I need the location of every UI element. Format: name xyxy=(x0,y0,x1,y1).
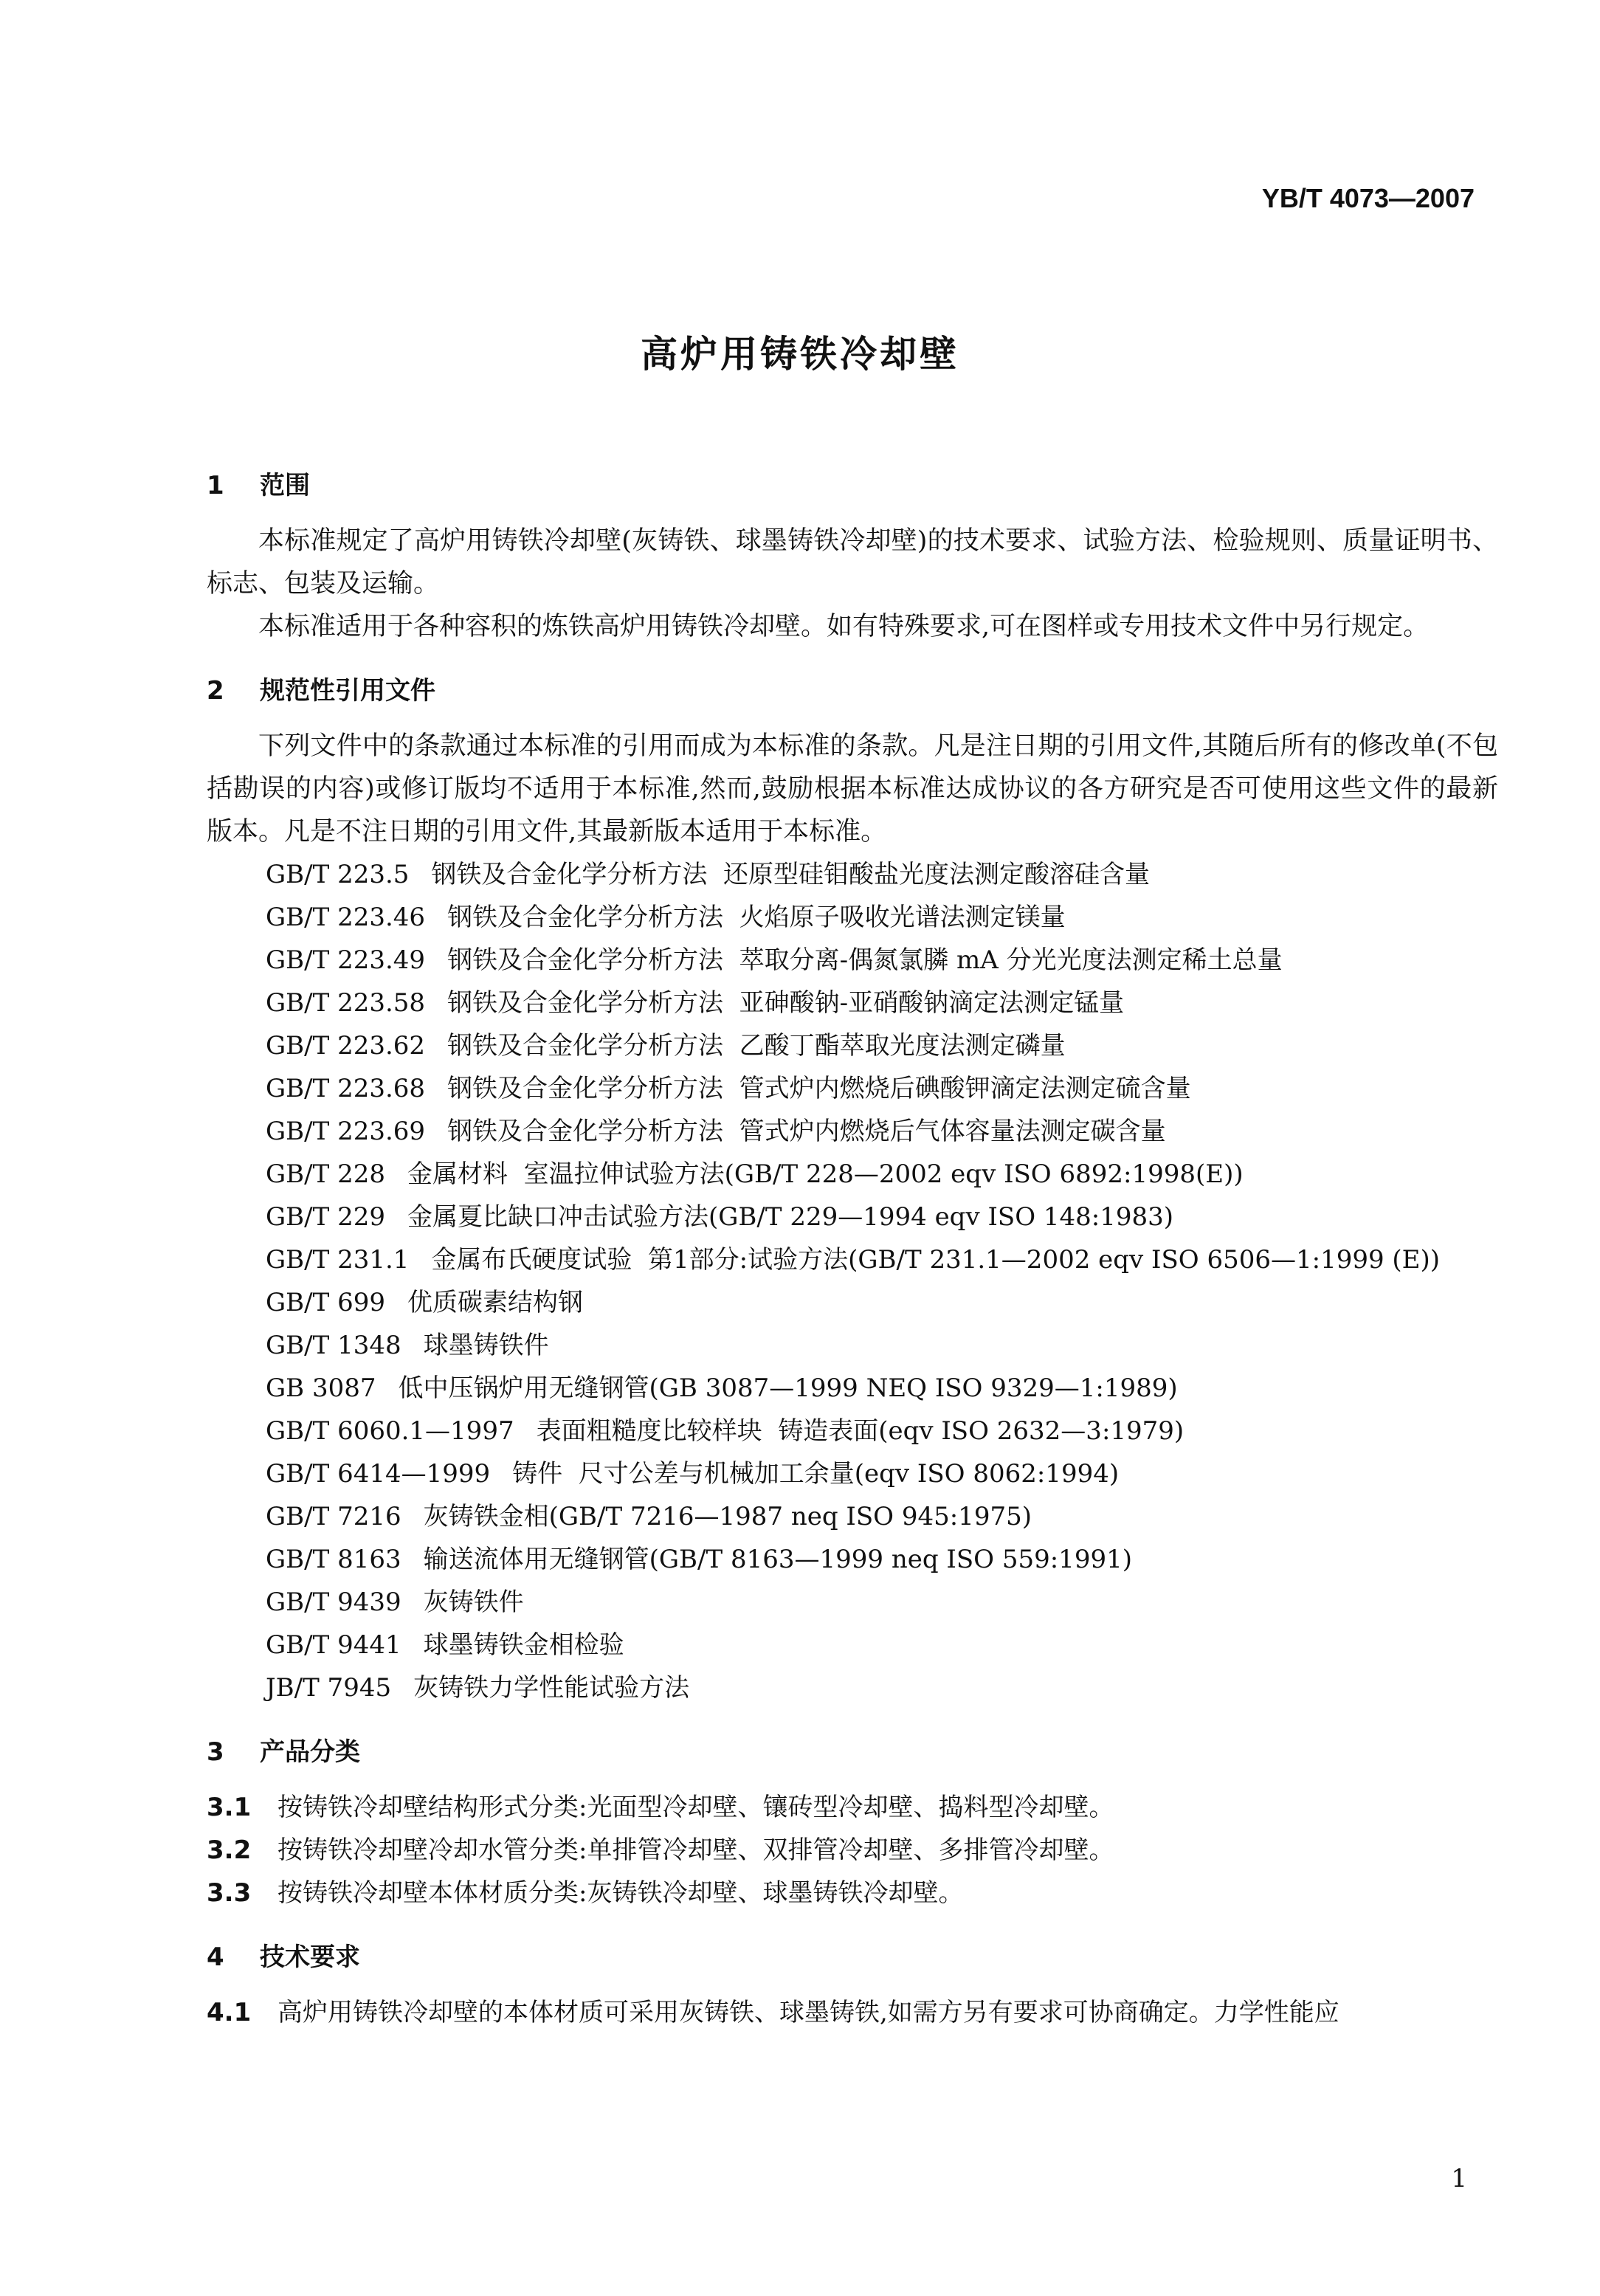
reference-title: 金属材料 室温拉伸试验方法(GB/T 228—2002 eqv ISO 6892:1998(E)) xyxy=(407,1159,1244,1189)
reference-item xyxy=(266,1324,1498,1367)
reference-item xyxy=(266,1452,1498,1495)
reference-code: GB/T 223.69 xyxy=(266,1117,426,1146)
reference-item xyxy=(266,1110,1498,1153)
reference-item xyxy=(266,896,1498,939)
reference-title: 灰铸铁件 xyxy=(423,1587,524,1617)
reference-item xyxy=(266,1153,1498,1196)
reference-title: 钢铁及合金化学分析方法 管式炉内燃烧后气体容量法测定碳含量 xyxy=(447,1117,1166,1146)
subclause-number: 4.1 xyxy=(207,1998,252,2027)
reference-code: GB/T 223.49 xyxy=(266,945,426,975)
section-title: 规范性引用文件 xyxy=(260,676,435,706)
reference-code: GB/T 6060.1—1997 xyxy=(266,1416,514,1446)
section-2-paragraph-1: 下列文件中的条款通过本标准的引用而成为本标准的条款。凡是注日期的引用文件,其随后所有的修改单(不包括勘误的内容)或修订版均不适用于本标准,然而,鼓励根据本标准达成协议的各方研究是否可使用这些文件的最新版本。凡是不注日期的引用文件,其最新版本适用于本标准。 xyxy=(207,731,1498,847)
page-number: 1 xyxy=(1451,2164,1467,2193)
reference-item xyxy=(266,939,1498,982)
reference-item xyxy=(266,1495,1498,1538)
reference-item xyxy=(266,1238,1498,1281)
subclause-text: 高炉用铸铁冷却壁的本体材质可采用灰铸铁、球墨铸铁,如需方另有要求可协商确定。力学性能应 xyxy=(277,1998,1339,2027)
reference-code: GB/T 228 xyxy=(266,1159,385,1189)
reference-title: 灰铸铁金相(GB/T 7216—1987 neq ISO 945:1975) xyxy=(423,1502,1032,1531)
reference-item xyxy=(266,1410,1498,1452)
reference-title: 金属夏比缺口冲击试验方法(GB/T 229—1994 eqv ISO 148:1983) xyxy=(407,1202,1174,1232)
section-title: 技术要求 xyxy=(260,1942,360,1972)
reference-item xyxy=(266,1666,1498,1709)
section-1-heading xyxy=(207,468,1498,503)
reference-code: GB/T 223.62 xyxy=(266,1031,426,1061)
reference-code: GB/T 223.58 xyxy=(266,988,426,1018)
normative-reference-list xyxy=(266,853,1498,1709)
reference-code: GB/T 699 xyxy=(266,1288,385,1317)
document-body xyxy=(207,443,1498,2034)
reference-code: GB/T 7216 xyxy=(266,1502,401,1531)
section-title: 产品分类 xyxy=(260,1737,360,1767)
reference-title: 灰铸铁力学性能试验方法 xyxy=(413,1673,690,1703)
subclause-text: 按铸铁冷却壁本体材质分类:灰铸铁冷却壁、球墨铸铁冷却壁。 xyxy=(277,1878,964,1908)
section-number: 2 xyxy=(207,676,224,706)
section-number: 4 xyxy=(207,1942,224,1972)
subclause-text: 按铸铁冷却壁冷却水管分类:单排管冷却壁、双排管冷却壁、多排管冷却壁。 xyxy=(277,1835,1114,1865)
reference-title: 输送流体用无缝钢管(GB/T 8163—1999 neq ISO 559:1991) xyxy=(423,1545,1132,1574)
section-3-heading xyxy=(207,1734,1498,1770)
section-1-paragraph-1: 本标准规定了高炉用铸铁冷却壁(灰铸铁、球墨铸铁冷却壁)的技术要求、试验方法、检验规则、质量证明书、标志、包装及运输。 xyxy=(207,526,1498,599)
reference-title: 钢铁及合金化学分析方法 火焰原子吸收光谱法测定镁量 xyxy=(447,903,1066,932)
reference-item xyxy=(266,1067,1498,1110)
reference-item xyxy=(266,1024,1498,1067)
subclause-item xyxy=(207,1786,1498,1829)
reference-item xyxy=(266,1581,1498,1624)
reference-item xyxy=(266,1196,1498,1238)
subclause-item xyxy=(207,1872,1498,1914)
subclause-text: 按铸铁冷却壁结构形式分类:光面型冷却壁、镶砖型冷却壁、捣料型冷却壁。 xyxy=(277,1793,1114,1822)
reference-item xyxy=(266,1538,1498,1581)
reference-code: GB/T 8163 xyxy=(266,1545,401,1574)
subclause-item xyxy=(207,1991,1498,2034)
subclause-item xyxy=(207,1829,1498,1872)
reference-code: GB/T 231.1 xyxy=(266,1245,410,1275)
subclause-number: 3.1 xyxy=(207,1793,252,1822)
subclause-number: 3.3 xyxy=(207,1878,252,1908)
standard-code: YB/T 4073—2007 xyxy=(1261,183,1475,213)
reference-code: GB/T 223.46 xyxy=(266,903,426,932)
reference-title: 球墨铸铁金相检验 xyxy=(423,1630,624,1660)
reference-title: 钢铁及合金化学分析方法 亚砷酸钠-亚硝酸钠滴定法测定锰量 xyxy=(447,988,1125,1018)
reference-title: 优质碳素结构钢 xyxy=(407,1288,583,1317)
reference-title: 钢铁及合金化学分析方法 乙酸丁酯萃取光度法测定磷量 xyxy=(447,1031,1066,1061)
reference-title: 球墨铸铁件 xyxy=(423,1331,549,1360)
reference-code: GB/T 229 xyxy=(266,1202,385,1232)
section-number: 1 xyxy=(207,471,224,500)
reference-code: GB 3087 xyxy=(266,1373,376,1403)
reference-code: JB/T 7945 xyxy=(266,1673,392,1703)
reference-title: 金属布氏硬度试验 第1部分:试验方法(GB/T 231.1—2002 eqv ISO 6506—1:1999 (E)) xyxy=(431,1245,1441,1275)
section-number: 3 xyxy=(207,1737,224,1767)
reference-title: 铸件 尺寸公差与机械加工余量(eqv ISO 8062:1994) xyxy=(512,1459,1120,1489)
reference-code: GB/T 9441 xyxy=(266,1630,401,1660)
document-title: 高炉用铸铁冷却壁 xyxy=(641,333,959,376)
section-title: 范围 xyxy=(260,471,310,500)
reference-item xyxy=(266,853,1498,896)
reference-title: 低中压锅炉用无缝钢管(GB 3087—1999 NEQ ISO 9329—1:1989) xyxy=(398,1373,1178,1403)
reference-code: GB/T 223.68 xyxy=(266,1074,426,1103)
reference-code: GB/T 1348 xyxy=(266,1331,401,1360)
reference-title: 钢铁及合金化学分析方法 还原型硅钼酸盐光度法测定酸溶硅含量 xyxy=(431,860,1151,889)
subclause-number: 3.2 xyxy=(207,1835,252,1865)
reference-item xyxy=(266,1624,1498,1666)
reference-code: GB/T 223.5 xyxy=(266,860,410,889)
reference-title: 表面粗糙度比较样块 铸造表面(eqv ISO 2632—3:1979) xyxy=(536,1416,1185,1446)
reference-item xyxy=(266,1367,1498,1410)
reference-title: 钢铁及合金化学分析方法 萃取分离-偶氮氯膦 mA 分光光度法测定稀土总量 xyxy=(447,945,1283,975)
reference-code: GB/T 9439 xyxy=(266,1587,401,1617)
section-1-paragraph-2: 本标准适用于各种容积的炼铁高炉用铸铁冷却壁。如有特殊要求,可在图样或专用技术文件中另行规定。 xyxy=(258,612,1430,641)
section-4-heading xyxy=(207,1940,1498,1975)
reference-title: 钢铁及合金化学分析方法 管式炉内燃烧后碘酸钾滴定法测定硫含量 xyxy=(447,1074,1191,1103)
reference-code: GB/T 6414—1999 xyxy=(266,1459,491,1489)
reference-item xyxy=(266,1281,1498,1324)
reference-item xyxy=(266,982,1498,1024)
section-2-heading xyxy=(207,673,1498,709)
